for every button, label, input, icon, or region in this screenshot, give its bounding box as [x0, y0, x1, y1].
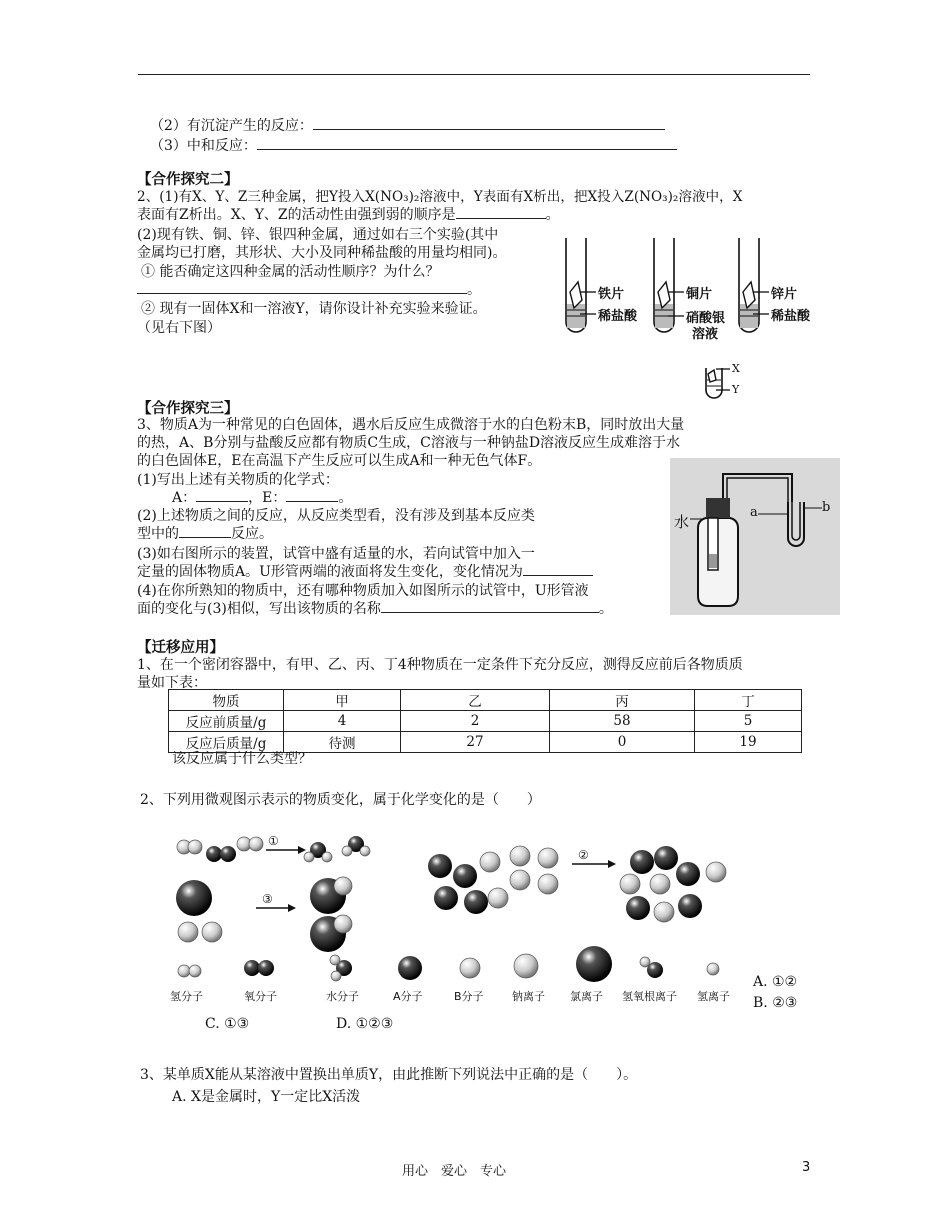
text: 定量的固体物质A。U形管两端的液面将发生变化，变化情况为 [137, 564, 523, 580]
s3-line-6: (2)上述物质之间的反应，从反应类型看，没有涉及到基本反应类 [137, 508, 535, 524]
s3-line-9 [137, 563, 593, 581]
table-cell: 反应前质量/g [169, 711, 284, 732]
tube-label-zinc: 锌片 [771, 287, 798, 302]
legend-label-a: A分子 [393, 990, 423, 1003]
table-cell: 5 [695, 711, 802, 732]
s2-line-2 [137, 206, 560, 224]
legend-label-hydrogen: 氢分子 [170, 990, 203, 1003]
s3-line-10: (4)在你所熟知的物质中，还有哪种物质加入如图所示的试管中，U形管液 [137, 583, 589, 599]
q1-line-2: 量如下表： [137, 675, 207, 691]
legend-label-b: B分子 [454, 990, 484, 1003]
q3-line: 3、某单质X能从某溶液中置换出单质Y，由此推断下列说法中正确的是（ ）。 [140, 1067, 638, 1083]
footer-center: 用心 爱心 专心 [402, 1164, 507, 1179]
text: A： [172, 490, 197, 506]
table-cell: 4 [284, 711, 401, 732]
mass-table [168, 689, 802, 753]
s2-line-6 [137, 281, 481, 299]
text: 反应。 [231, 526, 273, 542]
answer-blank[interactable] [381, 612, 599, 613]
text: ，E： [248, 490, 287, 506]
arrow-label-2: ② [578, 848, 589, 862]
tube-label-hcl-1: 稀盐酸 [598, 309, 638, 324]
legend-row [178, 946, 719, 982]
table-header-cell: 丁 [695, 690, 802, 711]
table-cell: 待测 [284, 732, 401, 753]
q3-option-a[interactable]: A. X是金属时，Y一定比X活泼 [172, 1089, 361, 1105]
s3-line-1: 3、物质A为一种常见的白色固体，遇水后反应生成微溶于水的白色粉末B，同时放出大量 [137, 417, 685, 433]
text: 面的变化与(3)相似，写出该物质的名称 [137, 601, 381, 617]
question-precipitate [150, 115, 665, 135]
tube-label-solution: 溶液 [692, 327, 719, 342]
answer-blank[interactable] [286, 501, 338, 502]
option-d[interactable]: D. ①②③ [336, 1016, 394, 1032]
u-tube-apparatus [670, 458, 840, 615]
tube-label-silver-nitrate: 硝酸银 [686, 311, 726, 326]
table-cell: 2 [401, 711, 550, 732]
s2-line-1: 2、(1)有X、Y、Z三种金属，把Y投入X(NO₃)₂溶液中，Y表面有X析出，把X投入Z(NO₃)₂溶液中，X [137, 189, 743, 205]
group-reaction-3 [176, 877, 352, 952]
question-text: （3）中和反应： [150, 138, 257, 154]
arrow-label-3: ③ [262, 892, 273, 906]
small-tube-label-y: Y [732, 383, 740, 396]
table-header-cell: 丙 [550, 690, 695, 711]
s2-line-8: （见右下图） [137, 320, 221, 336]
q2-line: 2、下列用微观图示表示的物质变化，属于化学变化的是（ ） [140, 792, 541, 808]
option-c[interactable]: C. ①③ [205, 1016, 250, 1032]
s3-line-2: 的热，A、B分别与盐酸反应都有物质C生成，C溶液与一种钠盐D溶液反应生成难溶于水 [137, 435, 681, 451]
answer-blank[interactable] [456, 218, 546, 219]
table-header-row [169, 690, 802, 711]
legend-label-hydrogen-ion: 氢离子 [697, 990, 730, 1003]
figure-label-a: a [750, 505, 758, 520]
s2-line-3: (2)现有铁、铜、锌、银四种金属，通过如右三个实验(其中 [137, 227, 499, 243]
legend-label-water: 水分子 [326, 990, 359, 1003]
legend-label-chloride: 氯离子 [570, 990, 603, 1003]
answer-blank[interactable] [313, 129, 665, 130]
section-heading-2: 【合作探究二】 [137, 172, 239, 188]
table-cell: 19 [695, 732, 802, 753]
text: 。 [467, 282, 481, 298]
s2-line-7: ② 现有一固体X和一溶液Y，请你设计补充实验来验证。 [141, 301, 487, 317]
answer-blank[interactable] [179, 537, 231, 538]
s3-line-4: (1)写出上述有关物质的化学式： [137, 472, 339, 488]
section-heading-4: 【迁移应用】 [137, 640, 224, 656]
table-row [169, 711, 802, 732]
answer-blank[interactable] [137, 293, 467, 294]
header-rule [138, 74, 810, 75]
text: 。 [598, 601, 613, 617]
question-neutralization [150, 135, 677, 155]
s3-line-3: 的白色固体E，E在高温下产生反应可以生成A和一种无色气体F。 [137, 453, 542, 469]
s3-line-5 [172, 489, 352, 507]
answer-blank[interactable] [257, 149, 677, 150]
micro-diagram-figure [160, 826, 760, 1006]
legend-label-sodium: 钠离子 [512, 990, 545, 1003]
option-a[interactable]: A. ①② [753, 974, 798, 990]
text: 。 [545, 207, 560, 223]
table-cell: 反应后质量/g [169, 732, 284, 753]
arrow-label-1: ① [268, 834, 279, 848]
answer-blank[interactable] [196, 501, 248, 502]
small-tube-label-x: X [732, 362, 740, 375]
question-text: （2）有沉淀产生的反应： [150, 118, 313, 134]
text: 。 [338, 490, 353, 506]
table-header-cell: 乙 [401, 690, 550, 711]
s2-line-4: 金属均已打磨，其形状、大小及同种稀盐酸的用量均相同)。 [137, 245, 507, 261]
legend-label-hydroxide: 氢氧根离子 [622, 990, 677, 1003]
text: 型中的 [137, 526, 179, 542]
figure-label-water: 水 [674, 513, 690, 531]
page-number: 3 [802, 1160, 811, 1175]
text: 表面有Z析出。X、Y、Z的活动性由强到弱的顺序是 [137, 207, 456, 223]
table-cell: 0 [550, 732, 695, 753]
q1-ask: 该反应属于什么类型？ [172, 751, 312, 767]
q1-line-1: 1、在一个密闭容器中，有甲、乙、丙、丁4种物质在一定条件下充分反应，测得反应前后各物质质 [137, 657, 743, 673]
figure-label-b: b [822, 500, 831, 515]
option-b[interactable]: B. ②③ [753, 995, 798, 1011]
table-header-cell: 物质 [169, 690, 284, 711]
tube-label-hcl-2: 稀盐酸 [771, 309, 811, 324]
s3-line-8: (3)如右图所示的装置，试管中盛有适量的水，若向试管中加入一 [137, 546, 535, 562]
table-cell: 58 [550, 711, 695, 732]
u-tube-figure [670, 458, 840, 615]
s2-line-5: ① 能否确定这四种金属的活动性顺序？为什么？ [141, 264, 440, 280]
s3-line-11 [137, 600, 613, 618]
legend-label-oxygen: 氧分子 [244, 990, 277, 1003]
table-cell: 27 [401, 732, 550, 753]
table-header-cell: 甲 [284, 690, 401, 711]
section-heading-3: 【合作探究三】 [137, 401, 239, 417]
tube-label-copper: 铜片 [686, 287, 713, 302]
s3-line-7 [137, 525, 273, 543]
group-reaction-2 [428, 846, 726, 922]
tube-label-iron: 铁片 [598, 287, 625, 302]
answer-blank[interactable] [523, 575, 593, 576]
